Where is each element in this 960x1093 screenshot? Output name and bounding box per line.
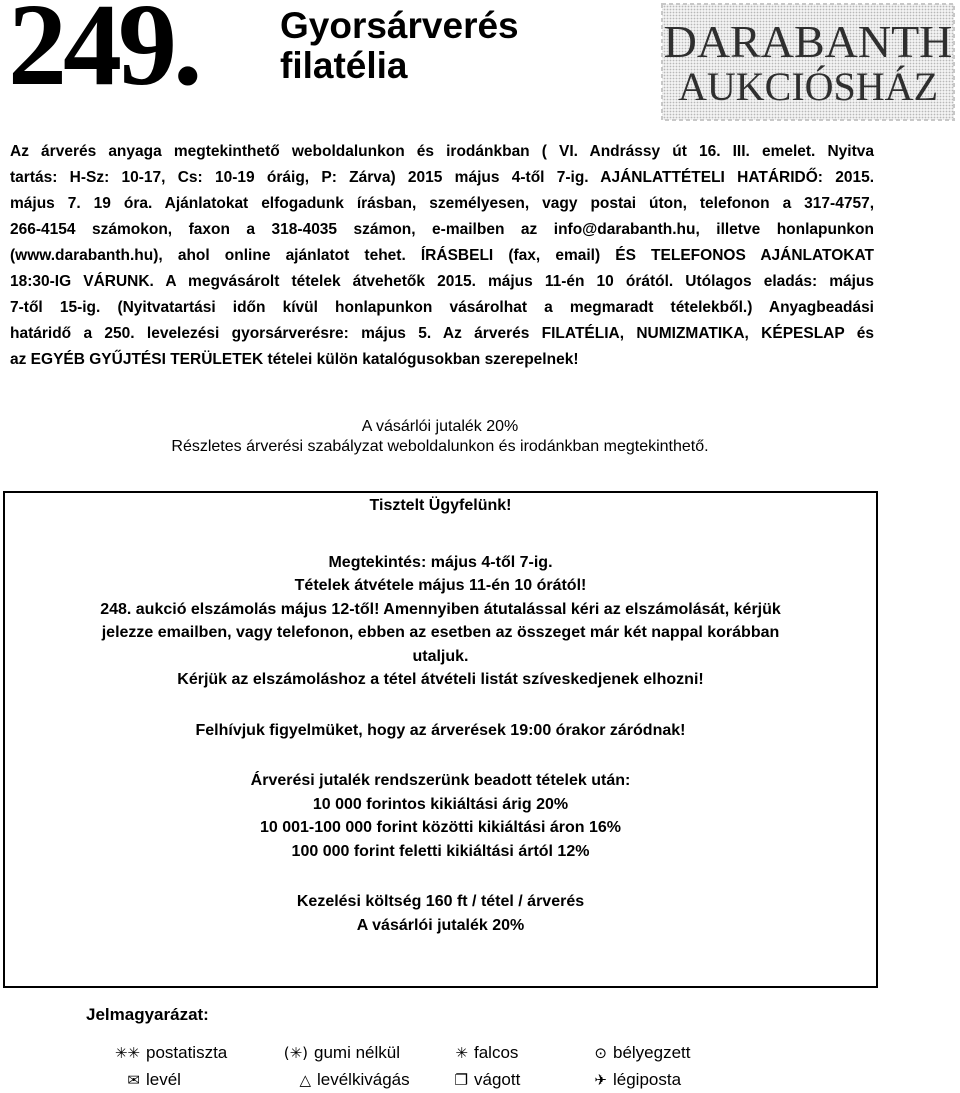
notice-settlement-2: jelezze emailben, vagy telefonon, ebben az esetben az összeget már két nappal korábban <box>101 624 780 641</box>
title-line-2: filatélia <box>280 45 408 86</box>
legend-item <box>440 1070 520 1090</box>
legend-label: falcos <box>474 1043 519 1062</box>
legend-item <box>280 1043 400 1063</box>
square-icon: ❐ <box>454 1071 468 1089</box>
legend-label: levélkivágás <box>317 1070 410 1089</box>
legend-label: légiposta <box>613 1070 682 1089</box>
notice-buyer-fee: A vásárlói jutalék 20% <box>356 916 525 934</box>
logo-text-1: DARABANTH <box>663 16 953 67</box>
legend-title: Jelmagyarázat: <box>86 1005 209 1024</box>
triangle-icon: △ <box>299 1071 311 1089</box>
commission-tier-2: 10 001-100 000 forint közötti kikiáltási áron 16% <box>259 819 622 836</box>
title-line-1: Gyorsárverés <box>280 5 519 46</box>
notice-greeting: Tisztelt Ügyfelünk! <box>369 497 512 514</box>
intro-paragraph <box>10 139 874 373</box>
notice-closing-time: Felhívjuk figyelmüket, hogy az árverések 19:00 órakor záródnak! <box>195 721 686 739</box>
legend-item <box>440 1043 518 1063</box>
legend-label: bélyegzett <box>613 1043 691 1062</box>
notice-settlement-3: utaljuk. <box>412 647 469 665</box>
intro-line: Az árverés anyaga megtekinthető weboldalunkon és irodánkban ( VI. Andrássy út 16. III. emelet. Nyitva <box>10 143 874 160</box>
legend-item <box>579 1070 681 1090</box>
legend-label: postatiszta <box>146 1043 228 1062</box>
legend-item <box>283 1070 410 1090</box>
notice-settlement-4: Kérjük az elszámoláshoz a tétel átvételi listát szíveskedjenek elhozni! <box>177 671 704 688</box>
buyer-fee-line: A vásárlói jutalék 20% <box>361 418 519 435</box>
cancelled-stamp-icon: ⊙ <box>594 1044 607 1062</box>
intro-line: tartás: H-Sz: 10-17, Cs: 10-19 óráig, P: Zárva) 2015 május 4-től 7-ig. AJÁNLATTÉTELI HATÁRIDŐ: 2015. <box>10 169 874 186</box>
intro-line: 18:30-IG VÁRUNK. A megvásárolt tételek átvehetők 2015. május 11-én 10 órától. Utólagos eladás: május <box>10 273 874 290</box>
notice-viewing: Megtekintés: május 4-től 7-ig. <box>328 553 553 571</box>
commission-tier-1: 10 000 forintos kikiáltási árig 20% <box>312 795 569 813</box>
notice-settlement-1: 248. aukció elszámolás május 12-től! Amennyiben átutalással kéri az elszámolását, kérjük <box>100 600 781 618</box>
intro-line: 7-től 15-ig. (Nyitvatartási időn kívül honlapunkon vásárolhat a megmaradt tételekből.) Anyagbeadási <box>10 299 874 316</box>
asterisk-icon: ✳ <box>455 1044 468 1062</box>
customer-notice-box <box>3 491 878 988</box>
airplane-icon: ✈ <box>594 1071 607 1089</box>
bracketed-asterisk-icon: (✳) <box>283 1044 308 1062</box>
intro-line: (www.darabanth.hu), ahol online ajánlatot tehet. ÍRÁSBELI (fax, email) ÉS TELEFONOS AJÁNLATOKAT <box>10 247 874 264</box>
legend-label: vágott <box>474 1070 521 1089</box>
notice-pickup: Tételek átvétele május 11-én 10 órától! <box>294 577 587 594</box>
darabanth-logo <box>660 2 956 122</box>
commission-tier-3: 100 000 forint feletti kikiáltási ártól 12% <box>291 842 590 860</box>
legend-item <box>112 1043 227 1063</box>
legend-label: gumi nélkül <box>314 1043 400 1062</box>
handling-fee: Kezelési költség 160 ft / tétel / árverés <box>296 893 585 910</box>
legend-item <box>579 1043 691 1063</box>
legend-label: levél <box>146 1070 181 1089</box>
auction-number: 249. <box>8 0 199 110</box>
double-asterisk-icon: ✳✳ <box>114 1044 140 1062</box>
commission-title: Árverési jutalék rendszerünk beadott tételek után: <box>250 772 631 789</box>
page-title <box>280 6 519 86</box>
page-header <box>0 0 960 125</box>
rules-note: Részletes árverési szabályzat weboldalunkon és irodánkban megtekinthető. <box>171 438 709 455</box>
intro-line: határidő a 250. levelezési gyorsárverésre: május 5. Az árverés FILATÉLIA, NUMIZMATIKA, KÉPESLAP és <box>10 325 874 342</box>
envelope-icon: ✉ <box>127 1071 140 1089</box>
legend-item <box>112 1070 181 1090</box>
intro-line: május 7. 19 óra. Ajánlatokat elfogadunk írásban, személyesen, vagy postai úton, telefonon a 317-4757, <box>10 195 874 212</box>
logo-text-2: AUKCIÓSHÁZ <box>678 64 938 109</box>
intro-line: 266-4154 számokon, faxon a 318-4035 számon, e-mailben az info@darabanth.hu, illetve honlapunkon <box>10 221 874 238</box>
intro-line: az EGYÉB GYŰJTÉSI TERÜLETEK tételei külön katalógusokban szerepelnek! <box>10 351 579 368</box>
